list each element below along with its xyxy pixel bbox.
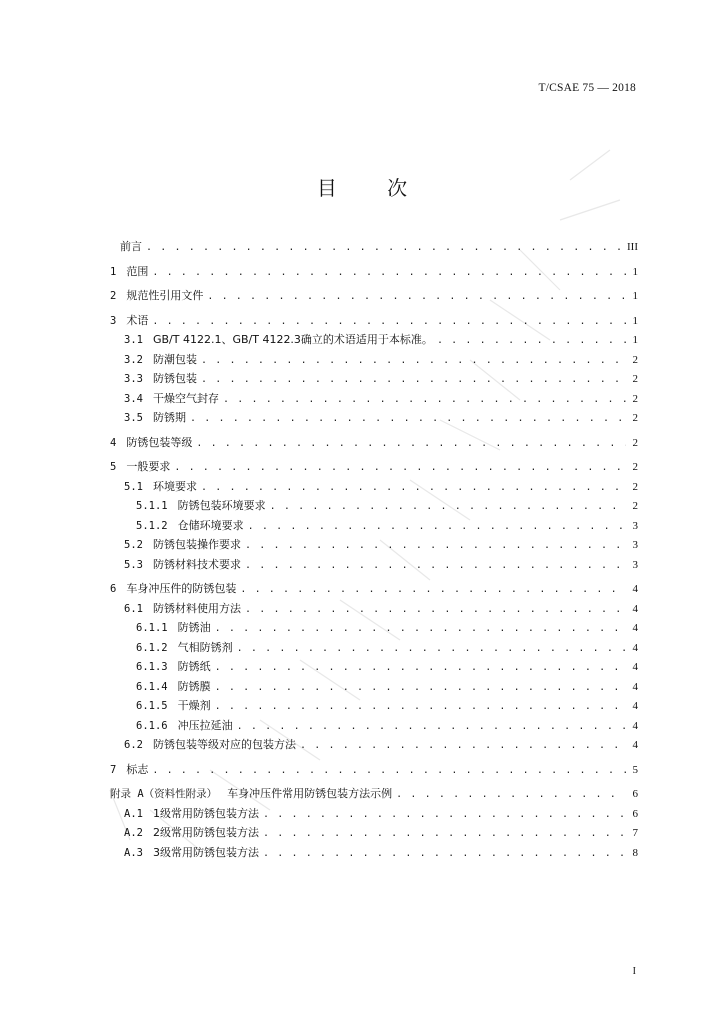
- toc-entry-title: 3级常用防锈包装方法: [152, 845, 259, 859]
- toc-entry[interactable]: [110, 312, 638, 332]
- toc-entry-number: A.2: [124, 827, 143, 839]
- toc-entry-page: 6: [632, 788, 638, 800]
- toc-entry-number: 5.2: [124, 539, 143, 551]
- toc-leader-dots: [201, 479, 626, 498]
- toc-leader-dots: [215, 679, 626, 698]
- toc-entry-number: 3.4: [124, 392, 143, 405]
- toc-leader-dots: [215, 659, 626, 678]
- toc-leader-dots: [237, 640, 626, 659]
- toc-leader-dots: [190, 410, 626, 429]
- toc-entry-page: 5: [632, 763, 638, 776]
- toc-entry-page: 4: [632, 739, 638, 751]
- toc-entry-title: 干燥剂: [177, 699, 211, 712]
- toc-entry-page: 2: [632, 412, 638, 424]
- toc-entry-title: 2级常用防锈包装方法: [152, 826, 259, 839]
- toc-entry-number: A.3: [124, 846, 143, 859]
- toc-entry[interactable]: [110, 287, 638, 307]
- toc-entry-number: 6.1.2: [136, 641, 168, 654]
- page-title: 目 次: [316, 176, 430, 200]
- toc-entry-title: 规范性引用文件: [126, 289, 204, 302]
- toc-entry-number: 6.1.4: [136, 680, 168, 693]
- toc-entry[interactable]: [110, 556, 638, 576]
- toc-leader-dots: [215, 698, 626, 717]
- toc-entry[interactable]: [110, 370, 638, 390]
- toc-entry-title: 车身冲压件的防锈包装: [126, 582, 237, 595]
- toc-entry-number: 7: [110, 763, 117, 776]
- toc-entry[interactable]: [110, 658, 638, 678]
- toc-entry[interactable]: [110, 580, 638, 600]
- toc-entry-title: 1级常用防锈包装方法: [152, 806, 259, 820]
- toc-entry-title: 标志: [126, 762, 149, 776]
- toc-entry-number: 2: [110, 290, 117, 302]
- toc-entry-number: 附录 A（资料性附录）: [110, 788, 218, 800]
- toc-entry-page: 3: [632, 539, 638, 551]
- toc-entry-title: 仓储环境要求: [177, 518, 244, 532]
- toc-entry-number: 3: [110, 314, 117, 327]
- toc-entry-page: 1: [632, 290, 638, 302]
- toc-entry-title: 防锈包装环境要求: [177, 499, 266, 512]
- toc-entry-page: 3: [632, 558, 638, 571]
- toc-entry-page: 4: [632, 700, 638, 712]
- toc-entry-number: 6.1: [124, 602, 143, 615]
- toc-entry[interactable]: [110, 785, 638, 805]
- toc-entry-page: 4: [632, 661, 638, 673]
- toc-leader-dots: [248, 518, 626, 537]
- toc-entry[interactable]: [110, 238, 638, 258]
- page-number: I: [632, 966, 636, 977]
- toc-entry[interactable]: [110, 697, 638, 717]
- toc-leader-dots: [152, 313, 626, 332]
- toc-leader-dots: [201, 371, 626, 390]
- toc-entry-title: 防锈期: [152, 411, 186, 424]
- toc-entry-page: 4: [632, 641, 638, 654]
- toc-leader-dots: [270, 498, 626, 517]
- toc-leader-dots: [152, 264, 626, 283]
- toc-leader-dots: [174, 459, 626, 478]
- toc-entry[interactable]: [110, 409, 638, 429]
- toc-entry-page: 4: [632, 602, 638, 615]
- toc-entry-page: 4: [632, 719, 638, 732]
- toc-entry-title: GB/T 4122.1、GB/T 4122.3确立的术语适用于本标准。: [152, 333, 433, 346]
- toc-leader-dots: [240, 581, 626, 600]
- toc-entry[interactable]: [110, 351, 638, 371]
- toc-entry-number: 5: [110, 461, 117, 473]
- toc-entry-page: 2: [632, 392, 638, 405]
- toc-entry[interactable]: [110, 717, 638, 737]
- toc-entry-page: 2: [632, 500, 638, 512]
- toc-entry-title: 范围: [126, 264, 149, 278]
- toc-entry-title: 气相防锈剂: [177, 640, 233, 654]
- toc-entry-page: 6: [632, 807, 638, 820]
- toc-entry-title: 车身冲压件常用防锈包装方法示例: [227, 787, 393, 800]
- toc-leader-dots: [396, 786, 626, 805]
- toc-leader-dots: [152, 762, 626, 781]
- toc-entry-number: 5.3: [124, 558, 143, 571]
- toc-entry-page: 2: [632, 353, 638, 366]
- toc-leader-dots: [196, 435, 626, 454]
- toc-leader-dots: [263, 845, 626, 864]
- toc-entry[interactable]: [110, 736, 638, 756]
- toc-leader-dots: [300, 737, 626, 756]
- toc-entry-page: 7: [632, 827, 638, 839]
- toc-entry[interactable]: [110, 536, 638, 556]
- toc-entry[interactable]: [110, 824, 638, 844]
- toc-entry-title: 防锈包装: [152, 372, 197, 385]
- toc-entry-title: 防锈包装等级对应的包装方法: [152, 738, 296, 751]
- toc-entry-title: 防锈包装操作要求: [152, 538, 241, 551]
- toc-entry-number: 1: [110, 265, 117, 278]
- toc-entry[interactable]: [110, 844, 638, 864]
- toc-entry-title: 一般要求: [126, 460, 171, 473]
- toc-entry-title: 环境要求: [152, 479, 197, 493]
- toc-entry-page: 3: [632, 519, 638, 532]
- toc-leader-dots: [245, 601, 626, 620]
- toc-entry-page: 2: [632, 480, 638, 493]
- toc-entry-number: 6.1.3: [136, 661, 168, 673]
- toc-entry-page: 1: [632, 265, 638, 278]
- toc-entry[interactable]: [110, 331, 638, 351]
- toc-entry[interactable]: [110, 600, 638, 620]
- toc-entry-page: 1: [632, 334, 638, 346]
- toc-entry-title: 防锈材料技术要求: [152, 557, 241, 571]
- toc-entry-number: 3.5: [124, 412, 143, 424]
- toc-entry-number: 6.2: [124, 739, 143, 751]
- toc-entry[interactable]: [110, 497, 638, 517]
- toc-entry-title: 冲压拉延油: [177, 718, 233, 732]
- toc-entry-page: 2: [632, 461, 638, 473]
- toc-leader-dots: [237, 718, 626, 737]
- toc-entry-page: 2: [632, 436, 638, 449]
- toc-entry-number: 5.1.1: [136, 500, 168, 512]
- toc-leader-dots: [263, 806, 626, 825]
- toc-entry-title: 防锈油: [177, 621, 211, 634]
- toc-entry-title: 防潮包装: [152, 352, 197, 366]
- toc-entry-page: III: [627, 241, 638, 253]
- toc-entry[interactable]: [110, 434, 638, 454]
- toc-entry[interactable]: [110, 517, 638, 537]
- standard-code: T/CSAE 75 — 2018: [538, 82, 636, 94]
- toc-leader-dots: [146, 239, 623, 258]
- toc-entry-title: 前言: [120, 240, 142, 253]
- toc-entry-number: 3.2: [124, 353, 143, 366]
- toc-entry[interactable]: [110, 390, 638, 410]
- toc-entry-title: 干燥空气封存: [152, 391, 219, 405]
- toc-entry-page: 2: [632, 373, 638, 385]
- toc-entry-title: 防锈包装等级: [126, 435, 193, 449]
- toc-entry[interactable]: [110, 761, 638, 781]
- toc-entry[interactable]: [110, 805, 638, 825]
- toc-entry-number: 6.1.1: [136, 622, 168, 634]
- toc-entry-title: 术语: [126, 313, 149, 327]
- toc-leader-dots: [215, 620, 626, 639]
- toc-entry-number: 6: [110, 583, 117, 595]
- toc-entry[interactable]: [110, 458, 638, 478]
- toc-entry[interactable]: [110, 619, 638, 639]
- toc-entry-title: 防锈材料使用方法: [152, 601, 241, 615]
- toc-entry[interactable]: [110, 678, 638, 698]
- toc-entry[interactable]: [110, 263, 638, 283]
- toc-entry-number: 6.1.5: [136, 700, 168, 712]
- toc-entry-number: A.1: [124, 807, 143, 820]
- toc-leader-dots: [201, 352, 626, 371]
- toc-entry-number: 6.1.6: [136, 719, 168, 732]
- toc-entry-page: 8: [632, 846, 638, 859]
- toc-leader-dots: [437, 332, 626, 351]
- toc-entry-page: 4: [632, 680, 638, 693]
- toc-entry-page: 4: [632, 622, 638, 634]
- table-of-contents: [110, 238, 638, 863]
- toc-leader-dots: [223, 391, 626, 410]
- toc-entry-page: 4: [632, 583, 638, 595]
- toc-leader-dots: [245, 557, 626, 576]
- toc-entry[interactable]: [110, 478, 638, 498]
- toc-entry-title: 防锈膜: [177, 679, 211, 693]
- toc-entry-title: 防锈纸: [177, 660, 211, 673]
- toc-entry-page: 1: [632, 314, 638, 327]
- toc-entry-number: 3.3: [124, 373, 143, 385]
- toc-leader-dots: [263, 825, 626, 844]
- toc-entry-number: 5.1: [124, 480, 143, 493]
- toc-entry-number: 4: [110, 436, 117, 449]
- toc-leader-dots: [245, 537, 626, 556]
- toc-leader-dots: [207, 288, 626, 307]
- toc-entry-number: 5.1.2: [136, 519, 168, 532]
- toc-entry[interactable]: [110, 639, 638, 659]
- toc-entry-number: 3.1: [124, 334, 143, 346]
